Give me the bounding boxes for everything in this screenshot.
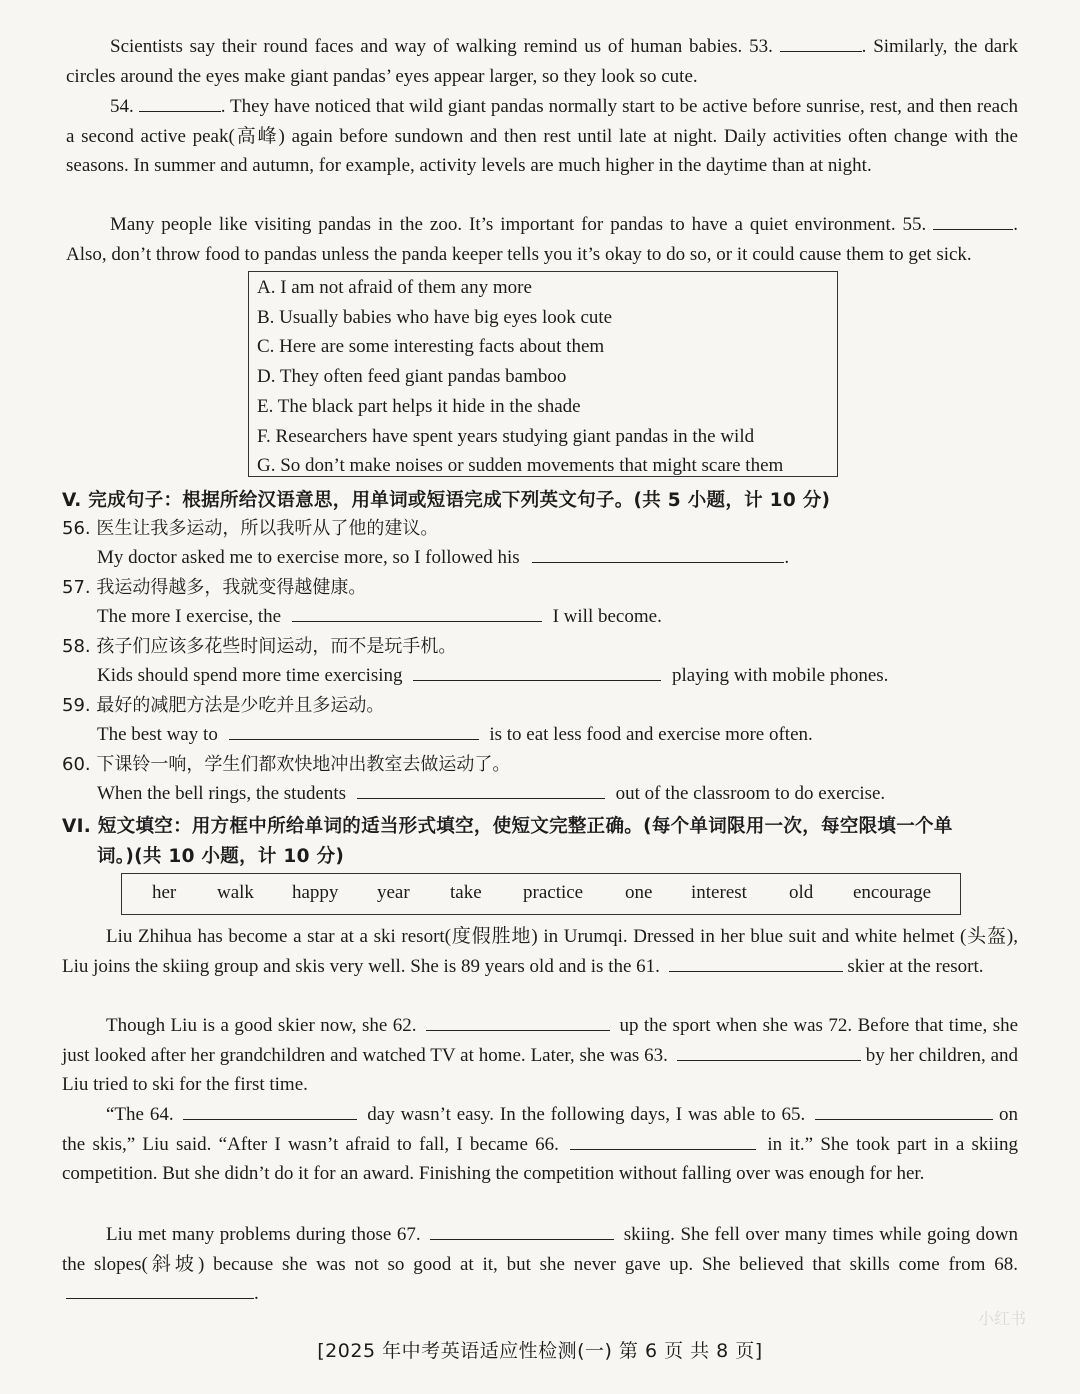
option-g: G. So don’t make noises or sudden movements that might scare them [257, 455, 784, 477]
options-box [248, 271, 838, 477]
passage-paragraph-4: Liu met many problems during those 67. skiing. She fell over many times while going down the slopes(斜坡) because she was not so good at it, but she never gave up. She believed that skills come from 68. . [62, 1220, 1018, 1309]
answer-blank-63[interactable] [677, 1042, 861, 1061]
option-d: D. They often feed giant pandas bamboo [257, 366, 567, 388]
answer-blank-53[interactable] [780, 33, 862, 52]
question-59-english: The best way to is to eat less food and exercise more often. [97, 720, 813, 750]
section-5-heading: V. 完成句子：根据所给汉语意思，用单词或短语完成下列英文句子。(共 5 小题，计 10 分) [62, 490, 831, 511]
passage-paragraph-2: Though Liu is a good skier now, she 62. up the sport when she was 72. Before that time, she just looked after her grandchildren and watched TV at home. Later, she was 63. by her children, and Liu tried to ski for the first time. [62, 1011, 1018, 1100]
section-6-heading-line-2: 词。)(共 10 小题，计 10 分) [97, 846, 345, 867]
watermark: 小红书 [978, 1309, 1027, 1328]
answer-blank-56[interactable] [532, 544, 784, 563]
answer-blank-60[interactable] [357, 780, 605, 799]
answer-blank-64[interactable] [183, 1101, 357, 1120]
answer-blank-66[interactable] [570, 1131, 756, 1150]
passage-paragraph-1: Liu Zhihua has become a star at a ski resort(度假胜地) in Urumqi. Dressed in her blue suit and white helmet (头盔), Liu joins the skiing group and skis very well. She is 89 years old and is the 61. skier at the resort. [62, 926, 1018, 977]
answer-blank-54[interactable] [139, 93, 221, 112]
option-b: B. Usually babies who have big eyes look cute [257, 306, 613, 328]
question-58-chinese: 58. 孩子们应该多花些时间运动，而不是玩手机。 [62, 636, 457, 657]
word-bank-item: her [152, 882, 177, 903]
word-bank-item: take [450, 882, 482, 903]
answer-blank-61[interactable] [669, 953, 843, 972]
answer-blank-57[interactable] [292, 603, 542, 622]
answer-blank-62[interactable] [426, 1012, 610, 1031]
word-bank-item: interest [691, 882, 747, 903]
option-e: E. The black part helps it hide in the shade [257, 395, 581, 417]
word-bank-item: practice [523, 882, 584, 903]
question-58-english: Kids should spend more time exercising playing with mobile phones. [97, 661, 888, 691]
reading-paragraph-2: 54. . They have noticed that wild giant pandas normally start to be active before sunrise, rest, and then reach a second active peak(高峰) again before sundown and then rest until late at night. Daily activities often change with the seasons. In summer and autumn, for example, activity levels are much higher in the daytime than at night. [66, 92, 1018, 181]
question-57-chinese: 57. 我运动得越多，我就变得越健康。 [62, 577, 367, 598]
word-bank-item: happy [292, 882, 339, 903]
passage-paragraph-3: “The 64. day wasn’t easy. In the following days, I was able to 65. on the skis,” Liu said. “After I wasn’t afraid to fall, I became 66. in it.” She took part in a skiing competition. But she didn’t do it for an award. Finishing the competition without falling over was enough for her. [62, 1100, 1018, 1189]
question-57-english: The more I exercise, the I will become. [97, 602, 662, 632]
answer-blank-55[interactable] [933, 211, 1013, 230]
question-56-english: My doctor asked me to exercise more, so I followed his . [97, 543, 789, 573]
section-6-heading-line-1: VI. 短文填空：用方框中所给单词的适当形式填空，使短文完整正确。(每个单词限用一次，每空限填一个单 [62, 816, 953, 837]
option-f: F. Researchers have spent years studying giant pandas in the wild [257, 425, 755, 447]
word-bank-item: one [625, 882, 653, 903]
word-bank-item: encourage [853, 882, 932, 903]
reading-paragraph-3: Many people like visiting pandas in the zoo. It’s important for pandas to have a quiet environment. 55. . Also, don’t throw food to pandas unless the panda keeper tells you it’s okay to do so, or it could cause them to get sick. [66, 210, 1018, 269]
answer-blank-58[interactable] [413, 662, 661, 681]
answer-blank-67[interactable] [430, 1221, 614, 1240]
reading-paragraph-1: Scientists say their round faces and way of walking remind us of human babies. 53. . Similarly, the dark circles around the eyes make giant pandas’ eyes appear larger, so they look so cute. [66, 32, 1018, 91]
word-bank-box [121, 873, 961, 915]
option-c: C. Here are some interesting facts about them [257, 336, 605, 358]
word-bank-item: old [789, 882, 814, 903]
word-bank-item: year [377, 882, 410, 903]
question-60-chinese: 60. 下课铃一响，学生们都欢快地冲出教室去做运动了。 [62, 754, 511, 775]
question-59-chinese: 59. 最好的减肥方法是少吃并且多运动。 [62, 695, 385, 716]
question-60-english: When the bell rings, the students out of the classroom to do exercise. [97, 779, 885, 809]
question-56-chinese: 56. 医生让我多运动，所以我听从了他的建议。 [62, 518, 439, 539]
answer-blank-65[interactable] [815, 1101, 993, 1120]
answer-blank-68[interactable] [66, 1280, 254, 1299]
option-a: A. I am not afraid of them any more [257, 277, 532, 298]
answer-blank-59[interactable] [229, 721, 479, 740]
page-footer: [2025 年中考英语适应性检测(一) 第 6 页 共 8 页] [317, 1340, 763, 1362]
word-bank-item: walk [217, 882, 254, 903]
